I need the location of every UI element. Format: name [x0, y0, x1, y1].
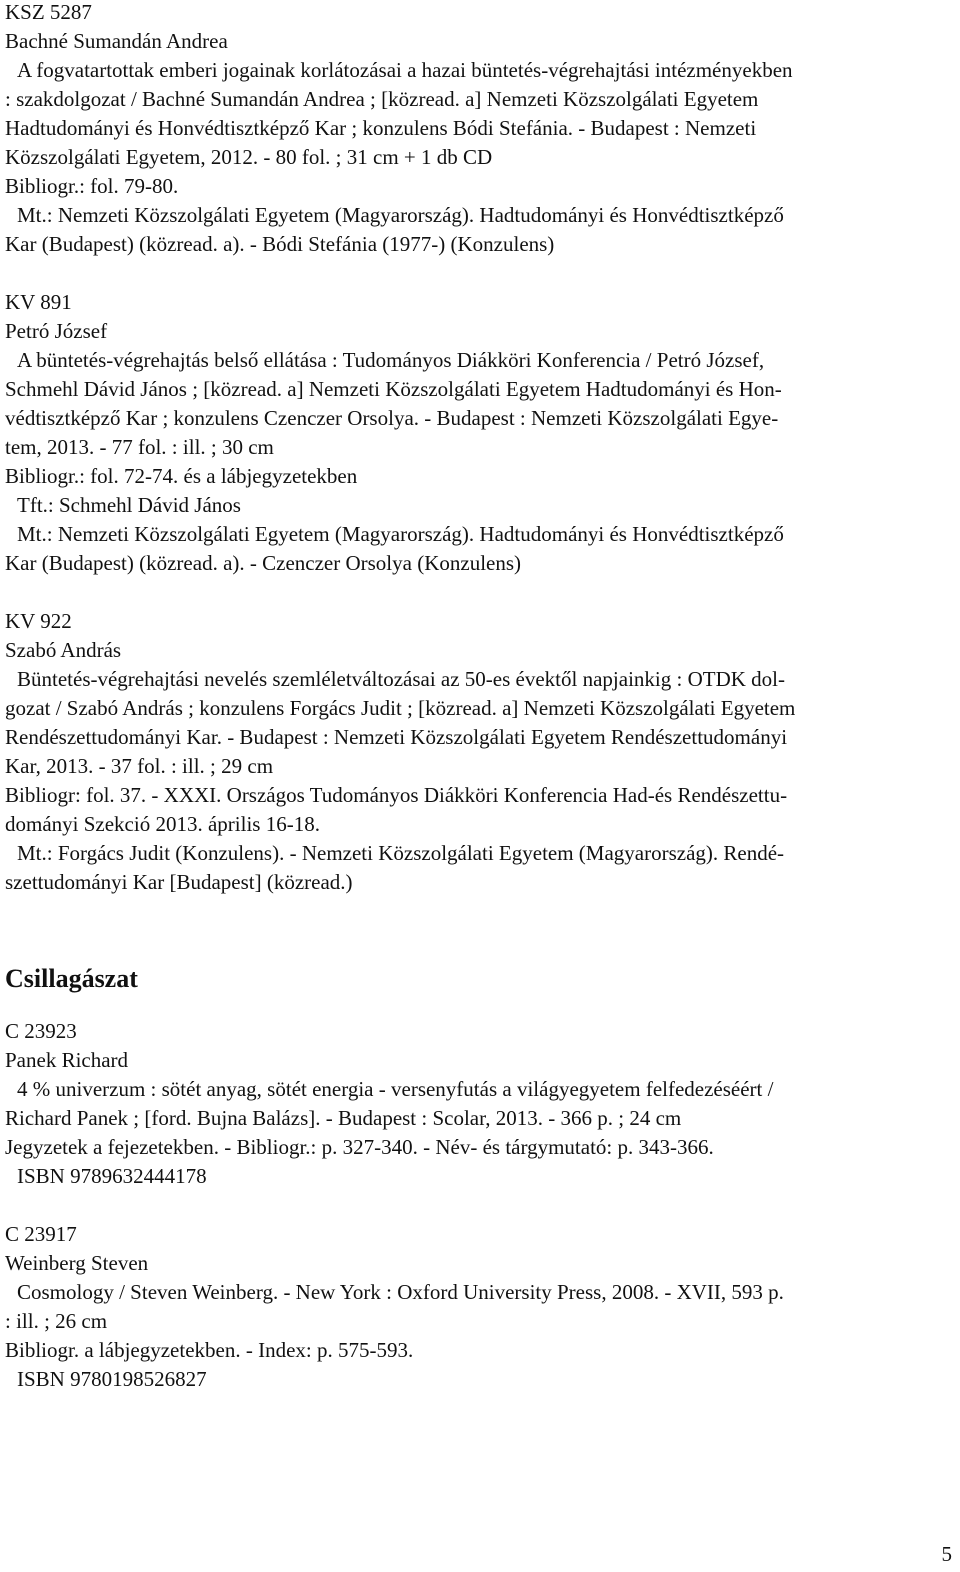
record-line: ISBN 9780198526827 [17, 1367, 207, 1391]
record-line: : ill. ; 26 cm [5, 1309, 108, 1333]
record-author: Szabó András [5, 638, 122, 662]
section-spacer [5, 897, 955, 955]
record-line: tem, 2013. - 77 fol. : ill. ; 30 cm [5, 435, 274, 459]
record-line: dományi Szekció 2013. április 16-18. [5, 812, 320, 836]
section-heading: Csillagászat [5, 964, 138, 993]
record-line: Mt.: Nemzeti Közszolgálati Egyetem (Magyarország). Hadtudományi és Honvédtisztképző [17, 203, 784, 227]
record-line: Bibliogr.: fol. 72-74. és a lábjegyzetekben [5, 464, 358, 488]
record-line: Kar, 2013. - 37 fol. : ill. ; 29 cm [5, 754, 274, 778]
record-line: Kar (Budapest) (közread. a). - Czenczer Orsolya (Konzulens) [5, 551, 522, 575]
record-line: ISBN 9789632444178 [17, 1164, 207, 1188]
document-page [5, 0, 955, 1394]
record-line: Jegyzetek a fejezetekben. - Bibliogr.: p. 327-340. - Név- és tárgymutató: p. 343-366. [5, 1135, 714, 1159]
call-number: C 23917 [5, 1222, 77, 1246]
call-number: KV 922 [5, 609, 72, 633]
record-spacer [5, 578, 955, 607]
section-catalog-records [5, 1017, 955, 1394]
record-line: Büntetés-végrehajtási nevelés szemléletváltozásai az 50-es évektől napjainkig : OTDK dol- [17, 667, 785, 691]
page-number: 5 [941, 1542, 952, 1566]
record-author: Petró József [5, 319, 108, 343]
record-line: Rendészettudományi Kar. - Budapest : Nemzeti Közszolgálati Egyetem Rendészettudományi [5, 725, 788, 749]
record-line: A büntetés-végrehajtás belső ellátása : Tudományos Diákköri Konferencia / Petró József, [17, 348, 765, 372]
call-number: KV 891 [5, 290, 72, 314]
record-author: Panek Richard [5, 1048, 129, 1072]
record-line: : szakdolgozat / Bachné Sumandán Andrea ; [közread. a] Nemzeti Közszolgálati Egyetem [5, 87, 759, 111]
catalog-record [5, 1220, 955, 1394]
record-line: Cosmology / Steven Weinberg. - New York : Oxford University Press, 2008. - XVII, 593 p. [17, 1280, 784, 1304]
catalog-record [5, 1017, 955, 1191]
catalog-record [5, 607, 955, 897]
catalog-record [5, 288, 955, 578]
record-line: Schmehl Dávid János ; [közread. a] Nemzeti Közszolgálati Egyetem Hadtudományi és Hon- [5, 377, 782, 401]
record-spacer [5, 259, 955, 288]
catalog-records [5, 0, 955, 897]
record-line: 4 % univerzum : sötét anyag, sötét energia - versenyfutás a világyegyetem felfedezéséért / [17, 1077, 774, 1101]
record-author: Bachné Sumandán Andrea [5, 29, 228, 53]
record-line: Bibliogr.: fol. 79-80. [5, 174, 179, 198]
record-spacer [5, 1191, 955, 1220]
record-line: A fogvatartottak emberi jogainak korlátozásai a hazai büntetés-végrehajtási intézményekben [17, 58, 793, 82]
record-line: Tft.: Schmehl Dávid János [17, 493, 241, 517]
record-line: Hadtudományi és Honvédtisztképző Kar ; konzulens Bódi Stefánia. - Budapest : Nemzeti [5, 116, 757, 140]
record-line: Kar (Budapest) (közread. a). - Bódi Stefánia (1977-) (Konzulens) [5, 232, 555, 256]
record-author: Weinberg Steven [5, 1251, 149, 1275]
call-number: KSZ 5287 [5, 0, 92, 24]
record-line: Bibliogr: fol. 37. - XXXI. Országos Tudományos Diákköri Konferencia Had-és Rendészettu- [5, 783, 788, 807]
record-line: védtisztképző Kar ; konzulens Czenczer Orsolya. - Budapest : Nemzeti Közszolgálati Egye- [5, 406, 779, 430]
record-line: Mt.: Nemzeti Közszolgálati Egyetem (Magyarország). Hadtudományi és Honvédtisztképző [17, 522, 784, 546]
record-line: Bibliogr. a lábjegyzetekben. - Index: p. 575-593. [5, 1338, 414, 1362]
record-line: Közszolgálati Egyetem, 2012. - 80 fol. ; 31 cm + 1 db CD [5, 145, 493, 169]
catalog-record [5, 0, 955, 259]
call-number: C 23923 [5, 1019, 77, 1043]
record-line: gozat / Szabó András ; konzulens Forgács Judit ; [közread. a] Nemzeti Közszolgálati Egyetem [5, 696, 796, 720]
record-line: Mt.: Forgács Judit (Konzulens). - Nemzeti Közszolgálati Egyetem (Magyarország). Rendé- [17, 841, 785, 865]
record-line: Richard Panek ; [ford. Bujna Balázs]. - Budapest : Scolar, 2013. - 366 p. ; 24 cm [5, 1106, 682, 1130]
record-line: szettudományi Kar [Budapest] (közread.) [5, 870, 353, 894]
